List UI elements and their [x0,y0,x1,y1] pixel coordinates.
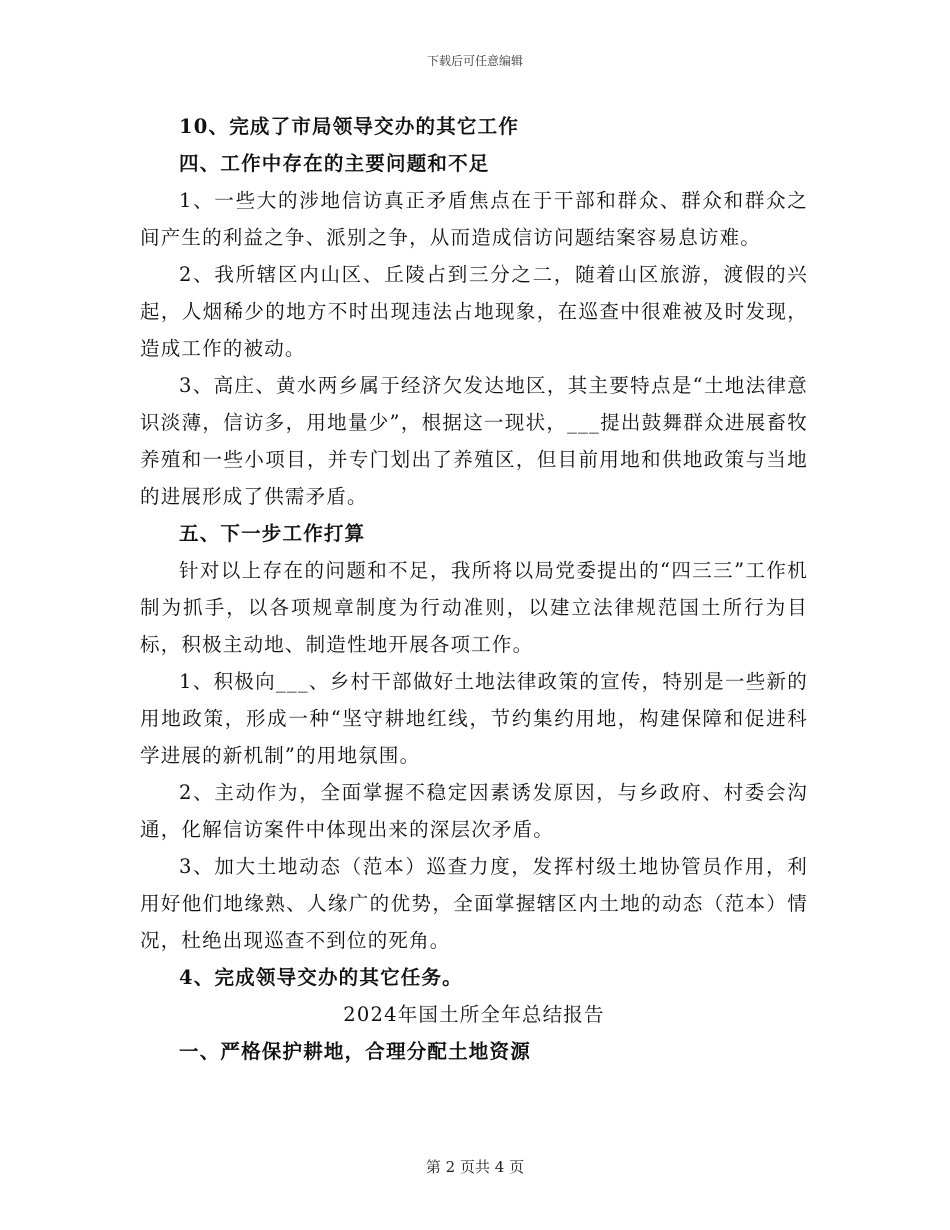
report-title: 2024年国土所全年总结报告 [343,1003,605,1026]
page-header: 下载后可任意编辑 [426,54,523,68]
page-footer: 第 2 页共 4 页 [425,1158,525,1176]
section-5-heading: 五、下一步工作打算 [179,522,366,545]
problem-1-paragraph: 1、一些大的涉地信访真正矛盾焦点在于干部和群众、群众和群众之间产生的利益之争、派别之争，从而造成信访问题结案容易息访难。 [140,189,808,249]
item-10-heading: 10、完成了市局领导交办的其它工作 [179,115,520,138]
document-body [140,108,808,1070]
section-4-heading: 四、工作中存在的主要问题和不足 [179,152,490,175]
plan-2-paragraph: 2、主动作为，全面掌握不稳定因素诱发原因，与乡政府、村委会沟通，化解信访案件中体现出来的深层次矛盾。 [140,781,808,841]
problem-2-paragraph: 2、我所辖区内山区、丘陵占到三分之二，随着山区旅游，渡假的兴起，人烟稀少的地方不时出现违法占地现象，在巡查中很难被及时发现，造成工作的被动。 [140,263,808,360]
report-section-1-heading: 一、严格保护耕地，合理分配土地资源 [179,1040,531,1063]
problem-3-paragraph: 3、高庄、黄水两乡属于经济欠发达地区，其主要特点是“土地法律意识淡薄，信访多，用地量少”，根据这一现状，___提出鼓舞群众进展畜牧养殖和一些小项目，并专门划出了养殖区，但目前用地和供地政策与当地的进展形成了供需矛盾。 [140,374,808,508]
plan-intro-paragraph: 针对以上存在的问题和不足，我所将以局党委提出的“四三三”工作机制为抓手，以各项规章制度为行动准则，以建立法律规范国土所行为目标，积极主动地、制造性地开展各项工作。 [140,559,808,656]
plan-4-paragraph: 4、完成领导交办的其它任务。 [179,966,463,989]
plan-1-paragraph: 1、积极向___、乡村干部做好土地法律政策的宣传，特别是一些新的用地政策，形成一种“坚守耕地红线，节约集约用地，构建保障和促进科学进展的新机制”的用地氛围。 [140,670,808,767]
plan-3-paragraph: 3、加大土地动态（范本）巡查力度，发挥村级土地协管员作用，利用好他们地缘熟、人缘广的优势，全面掌握辖区内土地的动态（范本）情况，杜绝出现巡查不到位的死角。 [140,855,808,952]
